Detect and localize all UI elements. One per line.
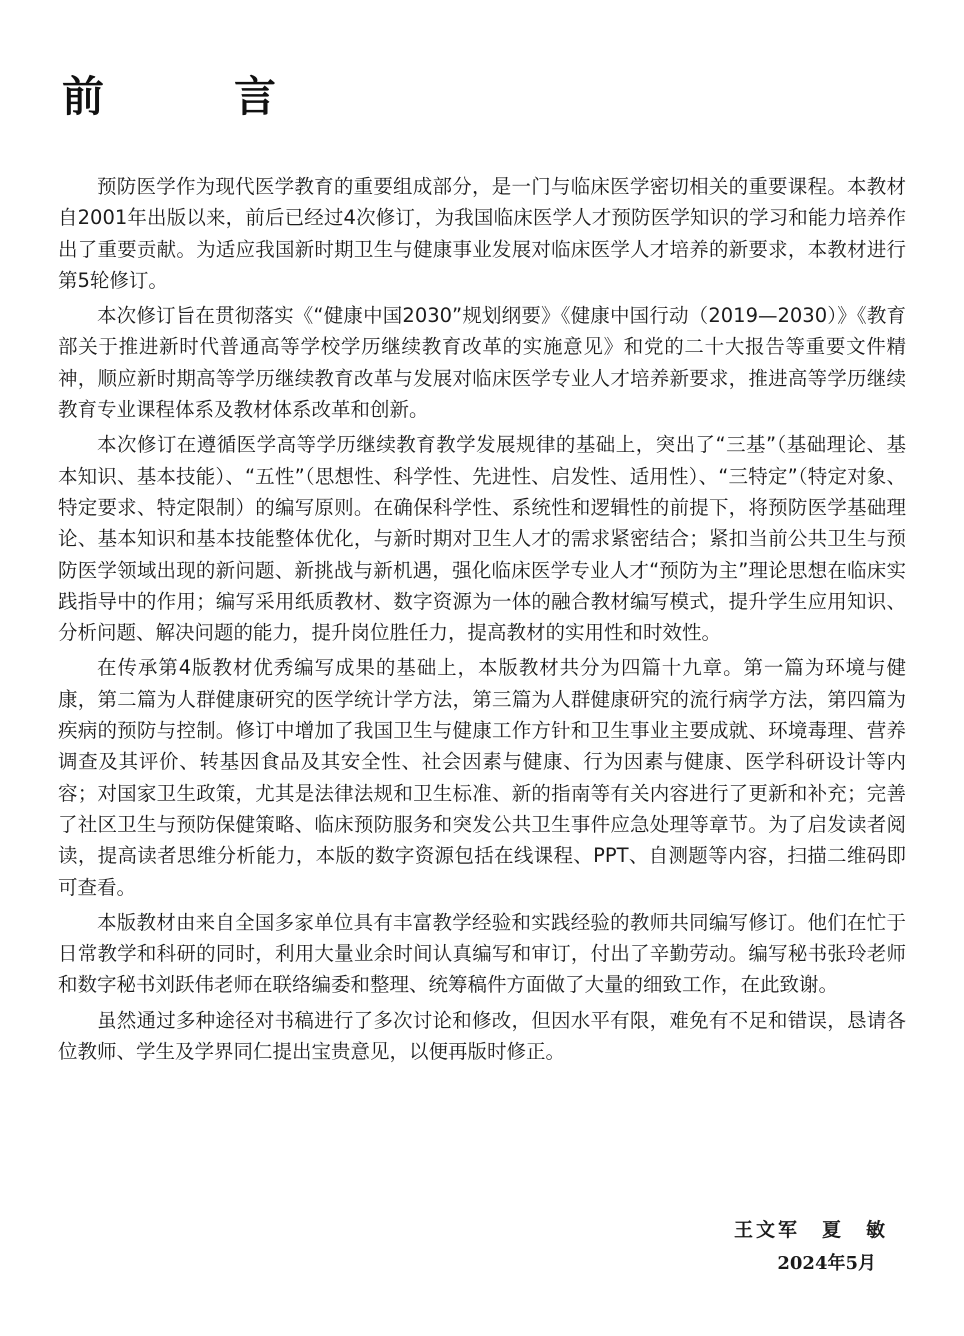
page-title: 前 言 <box>62 72 321 122</box>
paragraph-3: 本次修订在遵循医学高等学历继续教育教学发展规律的基础上，突出了“三基”（基础理论、基本知识、基本技能）、“五性”（思想性、科学性、先进性、启发性、适用性）、“三特定”（特定对象、特定要求、特定限制）的编写原则。在确保科学性、系统性和逻辑性的前提下，将预防医学基础理论、基本知识和基本技能整体优化，与新时期对卫生人才的需求紧密结合；紧扣当前公共卫生与预防医学领域出现的新问题、新挑战与新机遇，强化临床医学专业人才“预防为主”理论思想在临床实践指导中的作用；编写采用纸质教材、数字资源为一体的融合教材编写模式，提升学生应用知识、分析问题、解决问题的能力，提升岗位胜任力，提高教材的实用性和时效性。 <box>58 433 906 645</box>
paragraph-2: 本次修订旨在贯彻落实《“健康中国2030”规划纲要》《健康中国行动（2019—2030）》《教育部关于推进新时代普通高等学校学历继续教育改革的实施意见》和党的二十大报告等重要文件精神，顺应新时期高等学历继续教育改革与发展对临床医学专业人才培养新要求，推进高等学历继续教育专业课程体系及教材体系改革和创新。 <box>58 304 906 422</box>
paragraph-1: 预防医学作为现代医学教育的重要组成部分，是一门与临床医学密切相关的重要课程。本教材自2001年出版以来，前后已经过4次修订，为我国临床医学人才预防医学知识的学习和能力培养作出了重要贡献。为适应我国新时期卫生与健康事业发展对临床医学人才培养的新要求，本教材进行第5轮修订。 <box>58 175 906 292</box>
signature-date: 2024年5月 <box>777 1253 876 1274</box>
paragraph-5: 本版教材由来自全国多家单位具有丰富教学经验和实践经验的教师共同编写修订。他们在忙于日常教学和科研的同时，利用大量业余时间认真编写和审订，付出了辛勤劳动。编写秘书张玲老师和数字秘书刘跃伟老师在联络编委和整理、统筹稿件方面做了大量的细致工作，在此致谢。 <box>58 910 906 997</box>
paragraph-4: 在传承第4版教材优秀编写成果的基础上，本版教材共分为四篇十九章。第一篇为环境与健康，第二篇为人群健康研究的医学统计学方法，第三篇为人群健康研究的流行病学方法，第四篇为疾病的预防与控制。修订中增加了我国卫生与健康工作方针和卫生事业主要成就、环境毒理、营养调查及其评价、转基因食品及其安全性、社会因素与健康、行为因素与健康、医学科研设计等内容；对国家卫生政策，尤其是法律法规和卫生标准、新的指南等有关内容进行了更新和补充；完善了社区卫生与预防保健策略、临床预防服务和突发公共卫生事件应急处理等章节。为了启发读者阅读，提高读者思维分析能力，本版的数字资源包括在线课程、PPT、自测题等内容，扫描二维码即可查看。 <box>58 656 906 899</box>
signature-block <box>734 1213 888 1281</box>
paragraph-6: 虽然通过多种途径对书稿进行了多次讨论和修改，但因水平有限，难免有不足和错误，恳请各位教师、学生及学界同仁提出宝贵意见，以便再版时修正。 <box>58 1008 906 1064</box>
author-names: 王文军 夏 敏 <box>733 1219 888 1241</box>
preface-body <box>58 171 906 1071</box>
